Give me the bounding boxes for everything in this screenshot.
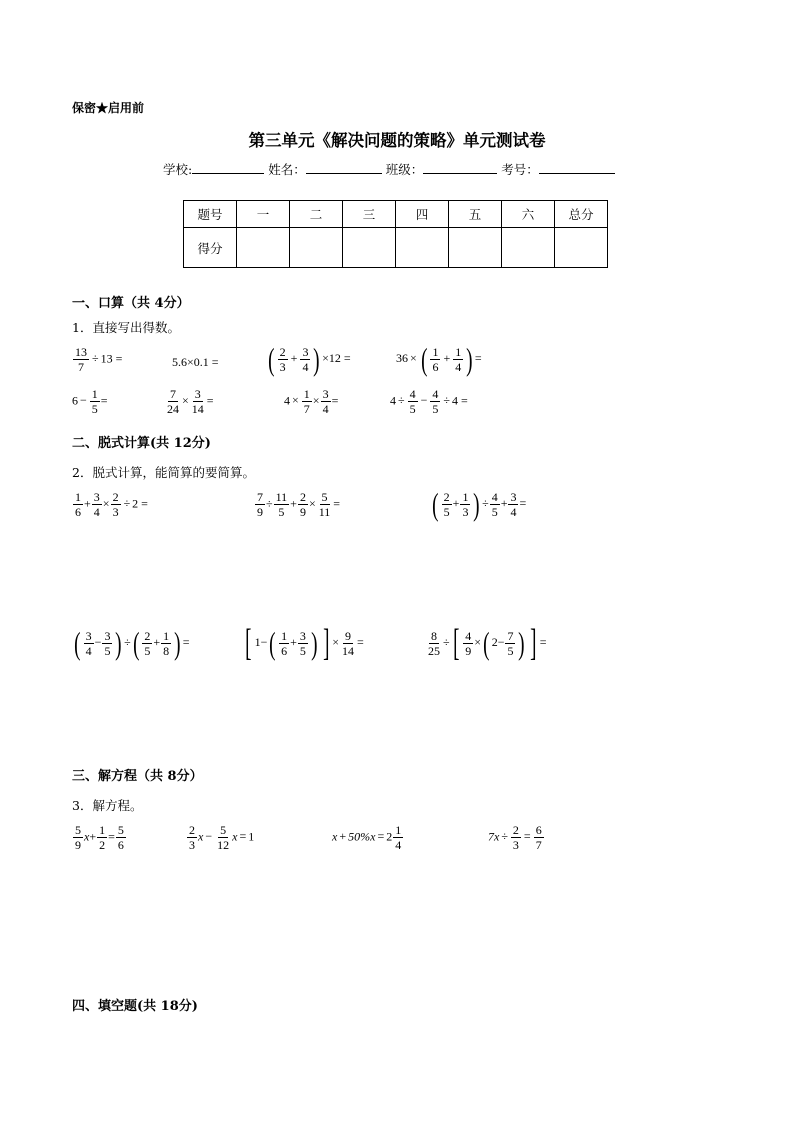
equation-3-3: x + 50%x = 2 $\frac{1}{4}$ — [332, 823, 402, 852]
score-input-cell[interactable] — [343, 228, 396, 268]
score-header-cell: 总分 — [555, 201, 608, 228]
expr-2-4: ( $\frac{3}{4}$ − $\frac{3}{5}$ ) ÷( $\frac{2}{5}$ + $\frac{1}{8}$ ) = — [74, 625, 190, 661]
name-field[interactable] — [306, 160, 382, 174]
confidential-label: 保密★启用前 — [72, 101, 145, 115]
score-input-cell[interactable] — [502, 228, 555, 268]
expr-2-6: $\frac{8}{25}$ ÷[ $\frac{4}{9}$ ×( 2− $\frac{7}{5}$ ) ] = — [428, 622, 547, 664]
score-header-cell: 一 — [237, 201, 290, 228]
equation-3-1: $\frac{5}{9}$ x+ $\frac{1}{2}$ = $\frac{5}{6}$ — [75, 823, 124, 852]
question-3: 3．解方程。 — [72, 798, 143, 813]
expr-1-3: ( $\frac{2}{3}$ + $\frac{3}{4}$ ) ×12 = — [268, 341, 351, 377]
expr-1-1: $\frac{13}{7}$ ÷ 13 = — [75, 345, 123, 374]
question-1: 1．直接写出得数。 — [72, 320, 180, 335]
school-field[interactable] — [192, 160, 264, 174]
equation-3-2: $\frac{2}{3}$ x − $\frac{5}{12}$ x = 1 — [189, 823, 255, 852]
score-input-cell[interactable] — [290, 228, 343, 268]
score-header-cell: 题号 — [184, 201, 237, 228]
score-header-cell: 六 — [502, 201, 555, 228]
score-header-cell: 五 — [449, 201, 502, 228]
score-input-cell[interactable] — [555, 228, 608, 268]
score-input-cell[interactable] — [449, 228, 502, 268]
score-input-cell[interactable] — [237, 228, 290, 268]
section-3-title: 三、解方程（共 8分） — [72, 769, 203, 784]
expr-1-6: $\frac{7}{24}$ × $\frac{3}{14}$ = — [167, 387, 214, 416]
score-header-cell: 四 — [396, 201, 449, 228]
expr-1-4: 36 × ( $\frac{1}{6}$ + $\frac{1}{4}$ ) = — [396, 341, 482, 377]
expr-1-7: 4 × $\frac{1}{7}$ × $\frac{3}{4}$ = — [284, 387, 339, 416]
name-label: 姓名： — [268, 162, 306, 177]
class-label: 班级： — [385, 162, 424, 177]
expr-2-2: $\frac{7}{9}$ ÷ $\frac{11}{5}$ + $\frac{2}{9}$ × $\frac{5}{11}$ = — [257, 490, 341, 519]
score-input-cell[interactable] — [396, 228, 449, 268]
expr-1-8: 4 ÷ $\frac{4}{5}$ − $\frac{4}{5}$ ÷ 4 = — [390, 387, 468, 416]
expr-1-2: 5.6×0.1 = — [172, 355, 219, 369]
score-header-cell: 二 — [290, 201, 343, 228]
section-1-title: 一、口算（共 4分） — [72, 296, 190, 311]
exam-no-field[interactable] — [539, 160, 615, 174]
section-4-title: 四、填空题(共 18分) — [72, 999, 198, 1014]
question-2: 2．脱式计算，能简算的要简算。 — [72, 465, 255, 480]
expr-2-3: ( $\frac{2}{5}$ + $\frac{1}{3}$ ) ÷ $\frac{4}{5}$ + $\frac{3}{4}$ = — [432, 486, 527, 522]
equation-3-4: 7x ÷ $\frac{2}{3}$ = $\frac{6}{7}$ — [488, 823, 542, 852]
expr-2-1: $\frac{1}{6}$ + $\frac{3}{4}$ × $\frac{2}{3}$ ÷ 2 = — [75, 490, 148, 519]
expr-1-5: 6 − $\frac{1}{5}$ = — [72, 387, 108, 416]
score-header-cell: 三 — [343, 201, 396, 228]
student-info-line — [163, 160, 615, 178]
score-table — [183, 200, 608, 268]
exam-no-label: 考号： — [501, 162, 539, 177]
section-2-title: 二、脱式计算(共 12分) — [72, 436, 211, 451]
expr-2-5: [ 1−( $\frac{1}{6}$ + $\frac{3}{5}$ ) ] × $\frac{9}{14}$ = — [245, 622, 364, 664]
class-field[interactable] — [423, 160, 497, 174]
school-label: 学校: — [163, 162, 193, 177]
page-title: 第三单元《解决问题的策略》单元测试卷 — [248, 131, 546, 150]
score-row-label: 得分 — [184, 228, 237, 268]
